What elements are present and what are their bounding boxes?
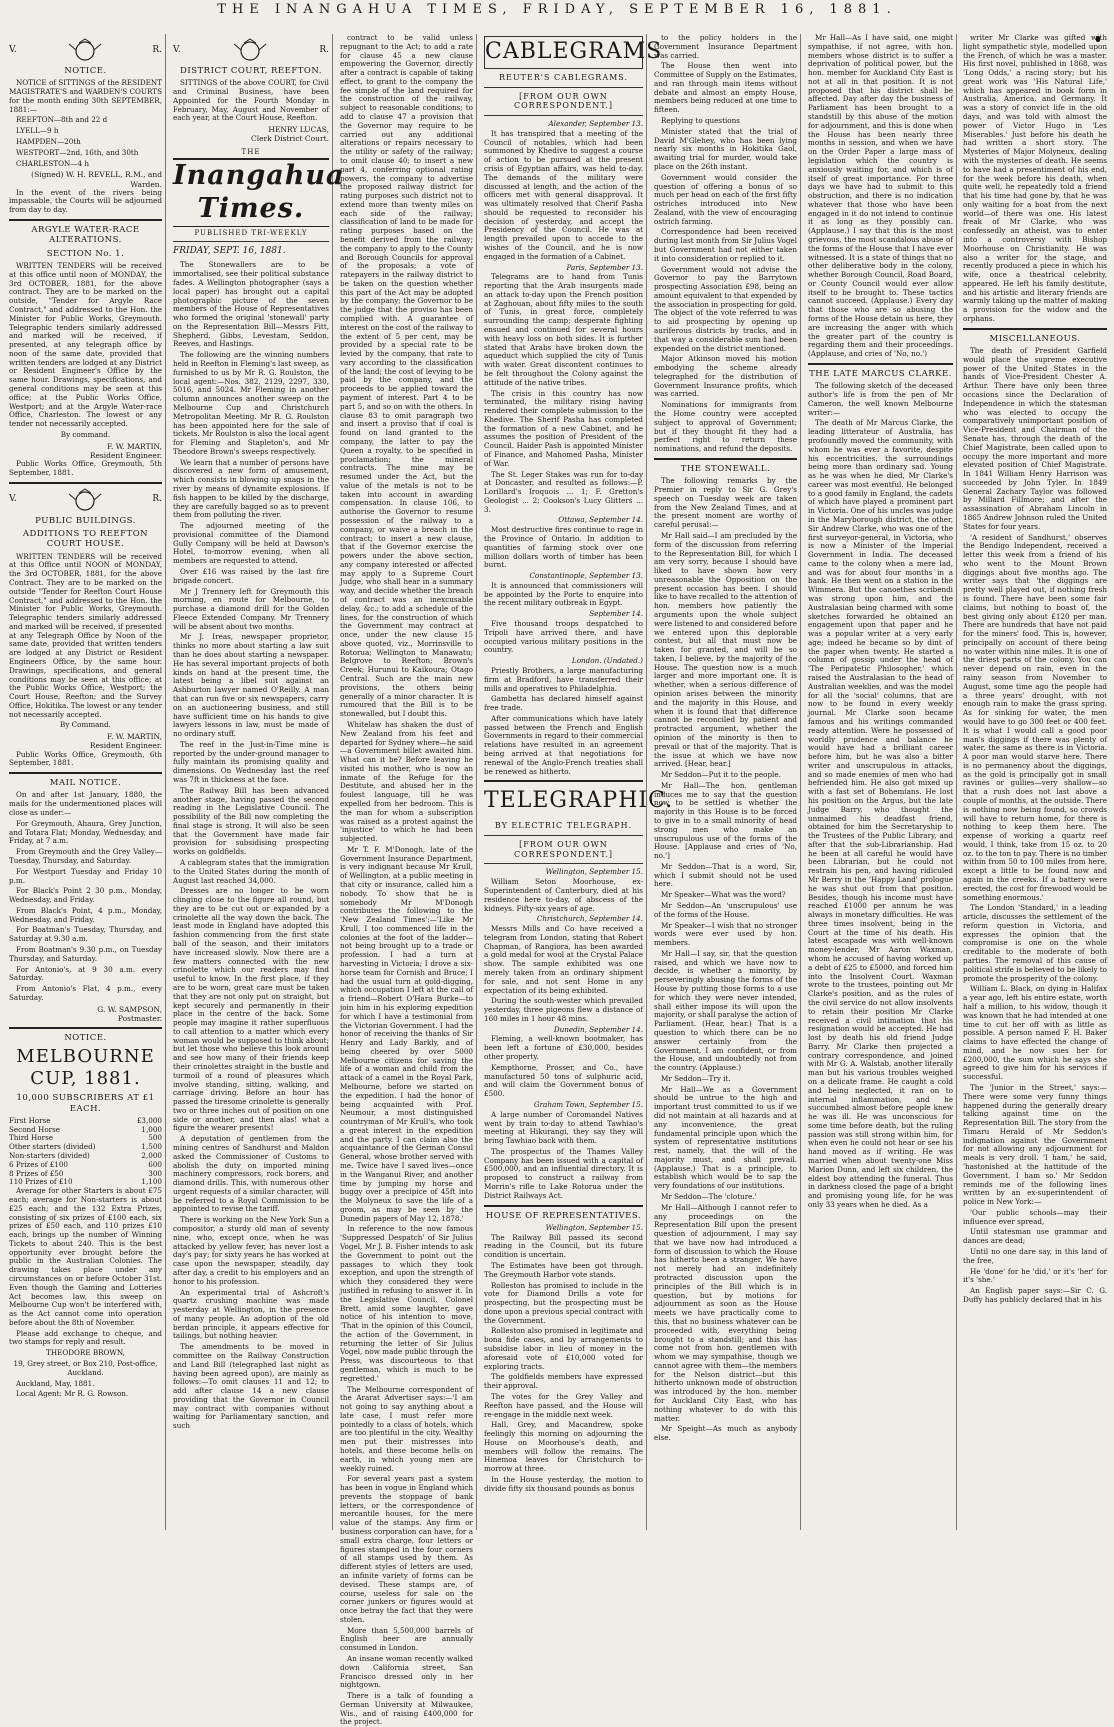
divider	[9, 482, 162, 484]
article-para: Gambetta has declared himself against free trade.	[484, 694, 643, 713]
telegram-item	[484, 1101, 643, 1146]
argyle-signature: Resident Engineer.	[89, 450, 162, 460]
divider	[173, 241, 329, 242]
divider	[484, 87, 643, 88]
telegraphic-subtitle: BY ELECTRIC TELEGRAPH.	[494, 821, 633, 831]
district-court-signature: Clerk District Court.	[250, 134, 329, 144]
article-para: Priestly Brothers, a large manufacturing firm at Bradford, have transferred their mills and operatives to Philadelphia.	[484, 665, 643, 693]
divider	[808, 363, 953, 365]
notice-para: LYELL—9 h	[16, 126, 59, 136]
melbourne-cup-body: Average for other Starters is about £75 each; average for Non-starters is about £25 each; and the 132 Extra Prizes, consisting of six prizes of £100 each, six prizes of £50 each, and 110 prizes £10 each, brings up the number of Winning Tickets to about 240. This is the best opportunity ever brought before the public in the Australian Colonies. The drawing takes place under any circumstances on or before October 31st. Even though the Gaming and Lotteries Act becomes law, this sweep on Melbourne Cup won't be interfered with, as the Act cannot come into operation before about the 8th of November.	[9, 1186, 162, 1327]
mail-para: From Black's Point, 4 p.m., Monday, Wednesday, and Friday.	[9, 905, 162, 924]
article-para: It is announced that commissioners will be appointed by the Porte to enquire into the recent military outbreak in Egypt.	[484, 580, 643, 608]
article-para: Mr Seddon—An 'unscrupulous' use of the forms of the House.	[654, 901, 797, 919]
public-buildings-signature: Public Works Office, Greymouth, 6th September, 1881.	[9, 749, 162, 768]
article-para: Correspondence had been received during last month from Sir Julius Vogel but Government had not either taken it into consideration or replied to it.	[654, 227, 797, 263]
article-para: The death of President Garfield would place the supreme executive power of the United States in the hands of Vice-President Chester A. Arthur. There have only been three occasions since the Declaration of Independence in which the statesman who was elected to occupy the comparatively unimportant position of Vice-President and Chairman of the Senate has, through the death of the Chief Magistrate, been called upon to occupy the more important and more elevated position of Chief Magistrate. In 1841 William Henry Harrison was succeeded by John Tyler. In 1849 General Zachary Taylor was followed by Millard Fillmore; and after the assassination of Abraham Lincoln in 1865 Andrew Johnson ruled the United States for four years.	[963, 346, 1107, 531]
article-para: Mr Seddon—Try it.	[661, 1073, 731, 1083]
prize-label: 110 Prizes of £10	[9, 1177, 73, 1187]
article-para: Telegrams are to hand from Tunis reporting that the Arab insurgents made an attack to-day upon the French position at Zaghouan, about fifty miles to the south of Tunis, in great force, completely surrounding the camp; desperate fighting ensued and continued for several hours with heavy loss on both sides. It is further stated that Arabs have broken down the aqueduct which supplied the city of Tunis with water. Great discontent continues to be felt throughout the Colony against the attitude of the native tribes.	[484, 272, 643, 387]
cablegram-item	[484, 120, 643, 262]
public-buildings-signature: F. W. MARTIN,	[106, 732, 162, 742]
article-para: Government would consider the question of offering a bonus of so much per head on each of the first fifty ostriches introduced into New Zealand, with the view of encouraging ostrich farming.	[654, 172, 797, 226]
royal-crest	[9, 38, 162, 62]
district-court-body: SITTINGS of the above COURT, for Civil and Criminal Business, have been Appointed for the Fourth Monday in February, May, August and November of each year, at the Court House, Reefton.	[173, 78, 329, 123]
notice-para: HAMPDEN—20th	[16, 137, 81, 147]
paper-published: PUBLISHED TRI-WEEKLY	[194, 228, 308, 237]
article-para: The 'Junior in the Street,' says:—There were some very funny things happened during the generally dreary talking against time on the Representation Bill. The story from the Timaru Herald of Mr Seddon's indignation against the Government for not allowing any adjournment for meals is very droll. 'I ham,' he said, 'hastonished at the hattitude of the Government. I ham so.' Mr Seddon reminds me of the following lines written by an ex-superintendent of police in New York:—	[963, 1082, 1107, 1207]
melbourne-cup-signature: 19, Grey street, or Box 210, Post-office, Auckland.	[13, 1359, 158, 1377]
article-para: Mr Seddon—That is a word, Sir, which I submit should not be used here.	[654, 861, 797, 889]
article-para: Most destructive fires continue to rage in the Province of Ontario. In addition to quantities of farming stock over one million dollars worth of timber has been burnt.	[484, 525, 643, 570]
article-para: Dresses are no longer to be worn clinging close to the figure all round, but they are to be cut out or expanded by a crinolette all the way down the back. The least mode in England have adopted this fashion commencing from the first state ball of the season, and their imitators have increased slowly. Now there are a few matters connected with the new crinolette which our readers may find useful to know. In the first place, if they are to be worn, great care must be taken that they are not only put on straight, but kept securely and permanently in their place in the centre of the back. Some people may imagine it rather superfluous to call attention to a matter which every woman would be supposed to think about; but let those who believe this look around and see how many of their friends keep their crinolettes straight in the bustle and turmoil of a round of pleasures which involve standing, sitting, walking, and carriage driving. Before an hour has passed the tiresome crinolette is generally two or three inches out of position on one side or another, and then alas! what a figure the wearer presents!	[173, 886, 329, 1133]
royal-crest	[9, 488, 162, 512]
divider	[9, 219, 162, 221]
article-para: The following remarks by the Premier in reply to Sir G. Grey's speech on Tuesday week are taken from the New Zealand Times, and at the present moment are worthy of careful perusal:—	[654, 476, 797, 530]
column-4	[481, 34, 674, 1530]
prize-amount: 1,000	[141, 1124, 162, 1134]
article-para: The Railway Bill passed its second reading in the Council, but its future condition is uncertain.	[484, 1232, 643, 1260]
article-para: The House then went into Committee of Supply on the Estimates, and ran through main items without debate and almost an empty House, members being reduced at one time to fifteen.	[654, 61, 797, 115]
article-para: The Stonewallers are to be immortalised, see their political substance fades. A Wellington photographer (says a local paper) has brought out a capital photographic picture of the seven members of the House of Representatives who formed the original 'stonewall' party on the Representation Bill—Messrs Fitt, Shepherd, Gibbs, Levestam, Seddon, Reeves, and Hastings.	[173, 260, 329, 349]
divider	[484, 1205, 643, 1207]
dateline: Constantinople, September 13.	[529, 571, 643, 581]
article-para: Major Atkinson moved his motion embodying the scheme already telegraphed for the distribution of Government Insurance profits, which was carried.	[654, 354, 797, 399]
masthead: THE INANGAHUA TIMES, FRIDAY, SEPTEMBER 16, 1881.	[217, 2, 897, 17]
public-buildings-body: WRITTEN TENDERS will be received at this Office until NOON of MONDAY, the 3rd OCTOBER, 1881, for the above Contract. They are to be marked on the outside "Tender for Reefton Court House Contract," and addressed to the Hon. the Minister for Public Works, Greymouth. Telegraphic tenders similarly addressed and marked will be received, if presented at any Telegraph Office by Noon of the same date, provided that written tenders are lodged at any District or Resident Engineers Office, by the same hour. Drawings, specifications, and general conditions may be seen at this office; at the Public Works Office, Westport; the Court House, Reefton; and the Survey Office, Hokitika. The lowest or any tender not necessarily accepted.	[9, 551, 163, 719]
miscellaneous-title: MISCELLANEOUS.	[989, 333, 1081, 344]
telegram-item	[484, 868, 643, 913]
prize-table	[9, 1117, 162, 1187]
article-para: There is a talk of founding a German University at Milwaukee, Wis., and of raising £400,000 for the project.	[340, 1691, 473, 1727]
article-para: A deputation of gentlemen from the mining centres of Sandhurst and Maldon asked the Commissioner of Customs to abolish the duty on imported mining machinery compressors, rock borers, and diamond drills. This, with numerous other urgent requests of a similar character, will be referred to a Royal Commission to be appointed to revise the tariff.	[173, 1134, 329, 1214]
article-para: The Melbourne correspondent of the Ararat Advertiser says:—'I am not going to say anything about a late case, I must refer more pointedly to a class of hotels, which are too plentiful in the city. Wealthy men put their mistresses into hotels, and these become hells on earth, in which young men are weekly ruined.	[340, 1384, 473, 1473]
argyle-signature: F. W. MARTIN,	[106, 441, 162, 451]
article-para: Mr J. Ireas, newspaper proprietor, thinks no more about starting a law suit than he does about starting a newspaper. He has several important projects of both kinds on hand at the present time, the latest being a libel suit against an Ashburton lawyer named O'Reilly. A man that can run five or six newspapers, carry on an auctioneering business, and still have sufficient time on his hands to give lawyers lessons in law, must be made of no ordinary stuff.	[173, 632, 329, 739]
cablegrams-subtitle: REUTER'S CABLEGRAMS.	[498, 72, 629, 82]
mail-para: For Greymouth, Ahaura, Grey Junction, and Totara Flat; Monday, Wednesday, and Friday, at 7 a.m.	[9, 818, 162, 846]
divider	[963, 328, 1107, 330]
public-buildings-signature: By Command.	[60, 720, 111, 730]
notice-signature: (Signed) W. H. REVELL, R.M., and Warden.	[31, 170, 162, 189]
article-para: An insane woman recently walked down California street, San Francisco dressed only in her nightgown.	[340, 1653, 473, 1690]
vr-left: V.	[9, 44, 17, 55]
article-para: It has transpired that a meeting of the Council of notables, which had been summoned by Khedive to suggest a course of action to be pursued at the present crisis of Egyptian affairs, was held to-day. The demands of the military were discussed at length, and the action of the officers met with general disapproval. It was ultimately resolved that Cherif Pasha should be requested to reconsider his decision of yesterday, and accept the Presidency of the Council. He was at length prevailed upon to accede to the wishes of the Council, and he is now engaged in the formation of a Cabinet.	[484, 128, 643, 261]
divider	[9, 772, 162, 774]
telegram-item	[484, 915, 643, 995]
article-para: Fleming, a well-known bootmaker, has been left a fortune of £30,000, besides other property.	[484, 1034, 643, 1062]
telegram-item	[484, 1064, 643, 1099]
article-para: Nominations for immigrants from the Home country were accepted subject to approval of Government; but if they thought fit they had a perfect right to return these nominations, and refund the deposits.	[654, 400, 797, 454]
cablegram-item	[484, 695, 643, 713]
prize-label: Third Horse	[9, 1133, 54, 1143]
cablegram-item	[484, 715, 643, 776]
vr-right: R.	[152, 494, 162, 505]
article-para: Mr Hall—We as a Government should be untrue to the high and important trust committed to us if we did not maintain at all hazards and at any inconvenience, the great fundamental principle upon which the system of representative institutions rest, namely, that the will of the majority must, and shall prevail. (Applause.) That is a principle, to establish which would be to sap the very foundations of our institutions.	[654, 1084, 797, 1191]
column-2	[170, 34, 345, 1530]
public-buildings-title: PUBLIC BUILDINGS.	[35, 515, 136, 526]
article-para: Rolleston also promised in legitimate and bona fide cases, and by arrangements to subsidise labor in lieu of money in the aforesaid vote of £10,000 voted for exploring tracts.	[484, 1326, 643, 1371]
mail-para: For Antonio's, at 9 30 a.m. every Saturday.	[9, 964, 162, 983]
divider	[9, 1027, 162, 1029]
divider	[484, 863, 643, 864]
article-para: During the south-wester which prevailed yesterday, three pigeons flew a distance of 160 miles in 1 hour 48 mins.	[484, 996, 643, 1023]
vr-right: R.	[152, 44, 162, 55]
dateline: September 14.	[589, 609, 643, 619]
column-7	[960, 34, 1110, 1530]
article-para: A cablegram states that the immigration to the United States during the month of August last reached 34,000.	[173, 858, 329, 885]
article-para: Until no one dare say, in this land of the free,	[963, 1247, 1107, 1265]
article-para: The reef in the Just-in-Time mine is reported by the under-ground manager to fully maintain its promising quality and dimensions. On Wednesday last the reef was 7ft in thickness at the face.	[173, 739, 329, 784]
argyle-signature: Public Works Office, Greymouth, 5th September, 1881.	[9, 459, 162, 477]
melbourne-cup-subtitle: 10,000 SUBSCRIBERS AT £1 EACH.	[16, 1093, 155, 1114]
prize-label: Non-starters (divided)	[9, 1151, 90, 1161]
article-para: The following are the winning numbers held in Reefton in Fleming's last sweep, as furnished to us by Mr R. G. Roulston, the local agent:—Nos. 382, 2129, 2297, 330, 5016, and 5024. Mr Fleming in another column announces another sweep on the Melbourne Cup and Christchurch Metropolitan Meeting. Mr R. G. Roulston has been appointed here for the sale of tickets. Mr Roulston is also the local agent for Fleming and Stapleton's, and Mr Theodore Brown's sweeps respectively.	[173, 350, 329, 456]
dateline: Christchurch, September 14.	[536, 914, 643, 924]
article-para: An experimental trial of Ashcroft's quartz crushing machine was made yesterday at Wellington, in the presence of many people. An adoption of the old berdan principle, it appears effective for tailings, but nothing heavier.	[173, 1287, 329, 1341]
article-para: Replying to questions	[661, 116, 740, 126]
article-para: The Railway Bill has been advanced another stage, having passed the second reading in the Legislative Council. The possibility of the Bill now completing the final stage is strong. It will also be seen that the Government have made fair provision for subsidising prospecting works on goldfields.	[173, 785, 329, 857]
dateline: Wellington, September 15.	[545, 1222, 643, 1232]
column-1	[6, 34, 166, 1530]
notice-body	[9, 79, 162, 168]
cablegrams-title: CABLEGRAMS	[484, 36, 643, 69]
article-para: Minister stated that the trial of David M'Glehey, who has been lying nearly six months in Hokitika Gaol, awaiting trial for murder, would take place on the 26th instant.	[654, 126, 797, 171]
vr-left: V.	[173, 44, 181, 55]
article-para: Mr Hall said—I am precluded by the form of the discussion from referring to the Representation Bill, for which I am very sorry, because I should have liked to have shown how very unreasonable the Opposition on the present occasion has been. I should like to have recalled to the attention of hon. members how patiently the arguments upon the whole subject were listened to and considered before we entered upon this deplorable contest, but all that must now be taken for granted, and will be so taken, I believe, by the majority of the House. The question now is a much larger and more important one. It is whether, when a serious difference of opinion arises between the minority and the majority in this House, and when it is found that that difference cannot be reconciled by patient and protracted argument, whether the opinion of the minority is then to prevail or that of the majority. That is the issue at which we have now arrived. [Hear, hear.]	[654, 530, 797, 769]
cablegram-item	[484, 390, 643, 469]
divider	[484, 780, 643, 782]
district-court-signature: HENRY LUCAS,	[268, 125, 329, 135]
paper-the: THE	[241, 147, 261, 156]
article-para: The St. Leger Stakes was run for to-day at Doncaster, and resulted as follows:—P. Lorillard's Iroquois ... 1; F. Gretton's Geologist ... 2; Cookson's Lucy Glitters ... 3.	[484, 469, 643, 514]
crest-icon	[65, 488, 105, 512]
mail-para: On and after 1st January, 1880, the mails for the undermentioned places will close as under:—	[9, 790, 162, 818]
prize-amount: 600	[148, 1159, 162, 1169]
district-court-title: DISTRICT COURT, REEFTON.	[180, 66, 322, 76]
melbourne-cup-signature: THEODORE BROWN,	[46, 1348, 125, 1358]
paper-date: FRIDAY, SEPT. 16, 1881.	[173, 246, 286, 257]
cablegram-item	[484, 264, 643, 388]
article-para: Mr Seddon—The 'cloture.'	[661, 1192, 757, 1202]
house-title: HOUSE OF REPRESENTATIVES.	[485, 1210, 642, 1221]
notice-note: In the event of the rivers being impassable, the Courts will be adjourned from day to day.	[9, 187, 162, 215]
melbourne-cup-note: Please add exchange to cheque, and two stamps for reply and result.	[9, 1328, 162, 1347]
notice-para: NOTICE of SITTINGS of the RESIDENT MAGISTRATE'S and WARDEN'S COURTS for the month ending 30th SEPTEMBER, 1881:—	[9, 78, 162, 114]
article-para: Whitelaw has shaken the dust of New Zealand from his feet and departed for Sydney where—he said—a Government billet awaited him. What can it be? Before leaving he visited his mother, who is now an inmate of the Refuge for the Destitute, and abused her in the foulest language, till he was expelled from her bedroom. This is the man for whom a subscription was raised as a protest against the 'injustice' to which he had been subjected.	[340, 719, 473, 844]
article-para: More than 5,500,000 barrels of English beer are annually consumed in London.	[340, 1625, 473, 1653]
article-para: There is working on the New York Sun a compositor, a sturdy old man of seventy nine, who, except once, when he was attacked by yellow fever, has never lost a day's pay; for sixty years he has worked at case upon the newspaper, steadily, day after day, a credit to his employers and an honor to his profession.	[173, 1215, 329, 1286]
article-para: An English paper says:—Sir C. G. Duffy has publicly declared that in his	[963, 1286, 1107, 1304]
mail-para: For Boatman's Tuesday, Thursday, and Saturday at 9.30 a.m.	[9, 925, 162, 944]
article-para: The London 'Standard,' in a leading article, discusses the settlement of the reform question in Victoria, and expresses the opinion that the compromise is one on the whole creditable to the moderate of both parties. The removal of this cause of political strife is believed to be likely to promote the prosperity of the colony.	[963, 903, 1107, 983]
mail-signature: Postmaster.	[117, 1013, 162, 1023]
article-para: Mr Seddon—Put it to the people.	[661, 770, 781, 780]
notice-title: NOTICE.	[64, 66, 107, 76]
dateline: Wellington, September 15.	[545, 867, 643, 877]
article-para: He 'done' for he 'did,' or it's 'her' for it's 'she.'	[963, 1266, 1107, 1285]
prize-label: 6 Prizes of £100	[9, 1159, 69, 1169]
mail-para: For Westport Tuesday and Friday 10 p.m.	[9, 866, 162, 885]
article-para: The amendments to be moved in committee on the Railway Construction and Land Bill (telegraphed last night as having been agreed upon), are mainly as follows:—To omit clauses 11 and 12; to add after clause 14 a new clause providing that the Governor in Council may contract with companies without waiting for Parliamentary sanction, and such	[173, 1342, 329, 1431]
public-buildings-signature: Resident Engineer.	[89, 741, 162, 751]
mail-notice-title: MAIL NOTICE.	[49, 778, 122, 789]
vr-right: R.	[319, 44, 329, 55]
cablegram-item	[484, 516, 643, 570]
prize-amount: 2,000	[141, 1151, 162, 1161]
cablegram-item	[484, 572, 643, 608]
prize-label: 8 Prizes of £50	[9, 1168, 64, 1178]
article-para: contract to be valid unless repugnant to the Act; to add a rate for clause 45 a new clause empowering the Governor, directly after a contract is capable of taking effect, to grant to the company the fee simple of the land required for the construction of the railway, subject to reasonable conditions; to add to clause 47 a provision that the Governor may require to be carried out any additional alterations or repairs necessary to the utility or safety of the railway; to omit clause 40; to insert a new part 4, conferring optional rating powers, the company to advertise the proposed railway district for rating purposes such district not to extend more than twenty miles on each side of the railway; classification of land to be made for rating purposes based on the benefit derived from the railway; the company to apply to the County and Borough Councils for approval of the proposals; a vote of ratepayers in the railway district to be taken on the question whether this part of the Act may be adopted by the company; the Governor to be the judge that the proviso has been complied with. A guarantee of interest on the cost of the railway to the extent of 5 per cent, may be provided by a special rate to be levied by the company, that rate to vary according to the classification of the land; the cost of levying to be paid by the company, and the proceeds to be applied toward the payment of interest. Part 4 to be part 5, and so on with the others. In clause 83 to omit paragraph two and insert a proviso that if coal is found on land granted to the company, the latter to pay the Queen a royalty, to be specified in proclamation; the mineral contracts. The mine may be resumed under the Act, but the value of the metals is not to be taken into account in awarding compensation. In clause 106, to authorise the Governor to resume possession of the railway to a company, or waive a breach in the contract; to insert a new clause, that if the Governor exercise the powers under the above section, any company interested or affected may apply to a Supreme Court Judge, who shall hear in a summary way, and decide whether the breach of contract was an inexcusable delay, &c.; to add a schedule of the lines, for the construction of which the Government may contract at once, under the new clause 15 above quoted, viz., Morrinsville to Rotorua; Wellington to Manawatu; Belgrove to Reefton; Brown's Creek; Hurunui to Kaikoura; Otago Central. Such are the main new provisions, the others being generally of a minor character. It is rumoured that the Bill is to be stonewalled, but I doubt this.	[340, 33, 473, 719]
argyle-signature: By command.	[60, 429, 111, 439]
article-para: William Seton Moorhouse, ex-Superintendent of Canterbury, died at his residence here to-day, of abscess of the kidneys. Fifty-six years of age.	[484, 877, 643, 913]
article-para: Messrs Mills and Co have received a telegram from London, stating that Robert Chapman, of Rangiora, has been awarded a gold medal for wool at the Crystal Palace show. The sample exhibited was one merely taken from an ordinary shipment for sale, and not sent Home in any expectation of its being exhibited.	[484, 924, 643, 995]
prize-amount: 300	[148, 1168, 162, 1178]
article-para: For several years past a system has been in vogue in England which prevents the stoppage of bank letters, or the correspondence of mercantile houses, for the mere value of the stamps. Any firm or business corporation can have, for a small extra charge, four letters or figures stamped in the four corners of all stamps used by them. As different styles of letters are used, an infinite variety of forms can be devised. These stamps are, of course, useless for sale on the corner junkers or figures would at once betray the fact that they were stolen.	[340, 1474, 473, 1624]
stonewall-title: THE STONEWALL.	[680, 463, 771, 474]
article-para: The goldfields members have expressed their approval.	[484, 1372, 643, 1391]
article-para: Mr Hall—I say, sir, that the question raised, and which we have now to decide, is whether a minority, by perseveringly abusing the forms of the House by putting those forms to a use for which they were never intended, shall either impose its will upon the majority, or shall paralyse the action of Parliament. (Hear, hear.) That is a question to which there can be no answer certainly from the Government, I am confident, or from the House, and undoubtedly not from the country. (Applause.)	[654, 948, 797, 1073]
article-para: 'Our public schools—may their influence ever spread,	[963, 1207, 1107, 1226]
notice-title: NOTICE.	[64, 1032, 107, 1043]
article-para: Mr Speaker—What was the word?	[661, 890, 786, 900]
telegraphic-title: TELEGRAPHIC.	[484, 788, 674, 814]
article-para: Mr Hall—Although I cannot refer to any proceedings on the Representation Bill upon the present question of adjournment, I may say that we have now had introduced a form of discussion to which the House has hitherto been a stranger. We have not merely had an indefinitely protracted discussion upon the principles of the Bill which is in question, but by motions for adjournment as soon as the House meets we have practically come to this, that no business whatever can be proceeded with, everything being brought to a standstill; and this has come not from hon. gentlemen with whom we may sympathise, though we cannot agree with them—the members for the Nelson district—but this hitherto unknown mode of obstruction was introduced by the hon. member for Auckland City East, who has nothing whatever to do with this matter.	[654, 1202, 797, 1423]
telegram-item	[484, 1148, 643, 1201]
dateline: London. (Undated.)	[571, 656, 643, 666]
dateline: Alexander, September 13.	[548, 119, 643, 129]
article-para: Mr T. F. M'Donogh, late of the Government Insurance Department, is very indignant because Mr Krull, of Wellington, at a public meeting in that city or insurance, called him a nobody. To show that he is somebody Mr M'Donogh contributes the following to the 'New Zealand Times':—'Like Mr Krull, I too commenced life in the colonies at the foot of the ladder—not being brought up to a trade or profession. I had a turn at harvesting in Victoria; I drove a six-horse team for Cornish and Bruce; I had the usual turn at gold-digging, which occupation I left at the call of a friend—Robert O'Hara Burke—to join him in his exploring expedition for which I have a testimonial from the Victorian Government. I had the honor of receiving the thanks of Sir Henry and Lady Barkly, and of being cheered by over 5000 Melbourne citizens for saving the life of a woman and child from the attack of a camel in the Royal Park, Melbourne, before we started on the expedition. I had the honor of being acquainted with Prof. Neumour, a most distinguished countryman of Mr Krull's, who took a great interest in the expedition and the party. I can claim also the acquaintance of the German Consul General, whose brother served with me. Twice have I saved lives—once in the Wanganui River, and another time by jumping my horse and buggy over a precipice of 45ft into the Molyneux to save the life of a groom, as may be seen by the Dunedin papers of May 12, 1878.'	[340, 844, 473, 1223]
prize-label: First Horse	[9, 1115, 51, 1125]
article-para: The adjourned meeting of the provisional committee of the Diamond Gully Company will be held at Dawson's Hotel, to-morrow evening, when all members are requested to attend.	[173, 521, 329, 566]
marcus-clarke-title: THE LATE MARCUS CLARKE.	[809, 368, 952, 379]
article-para: Mr J Trennery left for Greymouth this morning, en route for Melbourne, to purchase a diamond drill for the Golden Fleece Extended Company. Mr Trennery will be absent about two months.	[173, 586, 329, 631]
article-para: After communications which have lately passed between the French and English Governments in regard to their commercial relations have resulted in an agreement being arrived at that negotiations for renewal of the Anglo-French treaties shall be renewed as hitherto.	[484, 713, 643, 776]
crest-icon	[65, 38, 105, 62]
notice-para: REEFTON—8th and 22 d	[16, 115, 108, 125]
crest-icon	[230, 38, 270, 62]
argyle-title: ARGYLE WATER-RACE ALTERATIONS.	[31, 225, 140, 246]
paper-title-block	[173, 147, 345, 258]
article-para: Mr Hall—As I have said, one might sympathise, if not agree, with hon. members whose district is to suffer a deprivation of political power, but the hon. member for Auckland City East is not at all in that position. It is not proposed that his district shall be affected. Day after day the business of Parliament has been brought to a standstill by this abuse of the motion for adjournment, and this is done when the House has been nearly three months in session, and when we have on the Order Paper a large mass of legislation which the country is anxiously waiting for, and which is of itself of great importance. For three days we have had to submit to this obstruction, and there is no indication whatever that those who have been engaged in it do not intend to continue it as long as they possibly can. (Applause.) I say that this is the most grievous, the most scandalous abuse of the forms of the House that I have ever witnessed. It is a state of things that no other deliberative body in the colony, whether Borough Council, Road Board, or County Council would ever allow itself to be brought to. These tactics cannot succeed. (Applause.) Every day that those who are so abusing the forms of the House detain us here, they are increasing the anger with which the greater part of the country is regarding them and their proceedings. (Applause, and cries of 'No, no.')	[808, 33, 953, 359]
prize-amount: 1,100	[141, 1177, 162, 1187]
column-3	[337, 33, 477, 1727]
mail-signature: G. W. SAMPSON,	[97, 1004, 162, 1014]
telegram-item	[484, 1026, 643, 1062]
prize-amount: 1,500	[141, 1142, 162, 1152]
article-para: Hall, Grey, and Macandrew, spoke feelingly this morning on adjourning the House on Moorhouse's death, and members will follow the remains. The Hinemoa leaves for Christchurch to-morrow at three.	[484, 1420, 643, 1474]
dateline: Paris, September 13.	[566, 262, 643, 272]
mail-para: For Black's Point 2 30 p.m., Monday, Wednesday, and Friday.	[9, 886, 162, 905]
divider	[484, 115, 643, 116]
mail-para: From Antonio's Flat, 4 p.m., every Saturday.	[9, 984, 162, 1002]
article-para: The prospectus of the Thames Valley Company has been issued with a capital of £500,000, and an influential directory. It is proposed to construct a railway from Morrin's rifle to Lake Rotorua under the District Railways Act.	[484, 1146, 643, 1200]
article-para: The votes for the Grey Valley and Reefton have passed, and the House will re-engage in the middle next week.	[484, 1391, 643, 1419]
article-para: Mr Speight—As much as anybody else.	[654, 1424, 797, 1443]
cablegrams-source: [FROM OUR OWN CORRESPONDENT.]	[513, 91, 614, 111]
prize-label: Second Horse	[9, 1124, 61, 1134]
divider	[654, 458, 797, 460]
cablegram-item	[484, 657, 643, 693]
article-para: The death of Mr Marcus Clarke, the leading litterateur of Australia, has profoundly moved the community, with whom he was ever a favorite, despite his eccentricities, the surroundings being more than ordinary sad. Young as he was when he died, Mr Clarke's career was most eventful. He belonged to a good family in England, the cadets of which have played a prominent part in Victoria. One of his uncles was judge in the Maryborough district, the other, Sir Andrew Clarke, who was one of the first surveyor-general, in Victoria, who is now a Minister of the Imperial Government in India. The deceased came to the colony when a mere lad, and was for about four months in a bank. He then went on a station in the Wimmera. But the canoethes scribendi was strong upon him, and the Australasian being charmed with some sketches forwarded he obtained an engagement upon that paper and he was a popular writer at a very early age; indeed he became so by dint of the paper when twenty. He started a column of gossip under the head of 'The Peripatetic Philosopher,' which raised the Australasian to the head of Australian weeklies, and was the model for all the 'social' columns, that are now to be found in every weekly journal. Mr Clarke soon became famous and his writings commanded ready attention. Were he possessed of worldly prudence and balance he would have had a brilliant career before him, but he was also a bitter writer and unscrupulous in attacks, and so made enemies of men who had befriended him. He also got mixed up with a fast set of Bohemians. He lost his position on the Argus, but the late Judge Barry, who thought the unmaimed his deadfast friend, obtained for him the Secretaryship to the Trustees of the Public Library, and after that the sub-Librarianship. Had he been at all careful he would have been Librarian, but he could not restrain his pen, and having ridiculed Mr Berry in the 'Happy Land' prologue he was shut out from that position. Besides, though his income must have reached £1000 per annum he was always in monetary difficulties. He was three times insolvent, being in the Court at the time of his death. His latest escapade was with well-known money-lender, Mr Aaron Waxman, whom he accused of having worked up a debt of £25 to £5000, and forced him into the Insolvent Court. Waxman wrote to the trustees, pointing out Mr Clarke's position, and as the rules of the civil service do not allow insolvents to retain their position Mr Clarke received a civil intimation that his resignation would be accepted. He had lost by death his old friend Judge Barry. Mr Clarke then projected a contrary correspondence, and joined with Mr G. A. Walstab, another literally man but his various troubles weighed on a delicate frame. He caught a cold and being neglected, it ran on to internal inflammation, and he succumbed almost before people knew he was ill. He was unconscious for some time before death, but the ruling passion was still strong within him, for when even he could not hear or see his hand moved as if writing. He was married when about twenty-one Miss Marion Dunn, and left six children, the eldest boy attending the funeral. Thus in darkness closed the page of a bright and promising young life, for he was only 33 years when he died. As a	[808, 418, 953, 1209]
melbourne-cup-title: MELBOURNE CUP, 1881.	[16, 1046, 155, 1090]
melbourne-cup-signature: Auckland, May, 1881.	[16, 1378, 95, 1388]
article-para: Kempthorne, Prosser, and Co., have manufactured 50 tons of sulphuric acid, and will claim the Government bonus of £500.	[484, 1062, 643, 1099]
article-para: to the policy holders in the Government Insurance Department was carried.	[654, 33, 797, 60]
dateline: Graham Town, September 15.	[533, 1099, 643, 1109]
prize-amount: 500	[148, 1133, 162, 1143]
article-para: A large number of Coromandel Natives went by train to-day to attend Tawhiao's meeting at Hikurangi, they say they will bring Tawhiao back with them.	[484, 1109, 643, 1146]
vr-left: V.	[9, 494, 17, 505]
cablegram-item	[484, 610, 643, 655]
melbourne-cup-agent: Local Agent: Mr R. G. Rowson.	[16, 1389, 129, 1399]
article-para: Mr Speaker—I wish that no stronger words were ever used by hon. members.	[654, 920, 797, 948]
article-para: Government would not advise the Governor to pay the Barrytown prospecting Association £98, being an amount equivalent to that expended by the association in prospecting for gold. The object of the vote referred to was to aid prospecting by opening up auriferous districts by tracks, and in that way a considerable sum had been expended on the district mentioned.	[654, 264, 798, 353]
paper-name: Inangahua Times.	[173, 158, 329, 227]
public-buildings-subtitle: ADDITIONS TO REEFTON COURT HOUSE.	[22, 528, 149, 550]
column-6	[805, 34, 957, 1530]
article-para: Mr Hall—The hon. gentleman induces me to say that the question now to be settled is whether the majority in this House is to be forced to give in to a small minority of head strong men who make an unscrupulous use of the forms of the House. [Applause and cries of 'No, no.']	[654, 780, 797, 861]
telegraphic-source: [FROM OUR OWN CORRESPONDENT.]	[513, 839, 614, 859]
cablegram-item	[484, 471, 643, 515]
mail-para: From Boatman's 9.30 p.m., on Tuesday Thursday, and Saturday.	[9, 944, 162, 963]
divider	[484, 835, 643, 836]
prize-label: Other starters (divided)	[9, 1142, 96, 1152]
article-para: The Estimates have been got through. The Greymouth Harbor vote stands.	[484, 1261, 643, 1279]
mail-para: From Greymouth and the Grey Valley—Tuesday, Thursday, and Saturday.	[9, 847, 162, 865]
article-para: We learn that a number of persons have discovered a new form of amusement, which consists in blowing up snags in the river by means of dynamite explosions. If fish happen to be killed by the discharge, they are carefully bagged so as to prevent them from polluting the river.	[173, 457, 329, 520]
article-para: The crisis in this country has now terminated, the military rising having rendered their complete submission to the Khedive. The Sherif Pasha has completed the formation of a new Cabinet, and he assumes the position of President of the Council. Haider Pash is appointed Minister of Finance, and Mahomed Pasha, Minister of War.	[484, 388, 643, 468]
article-para: writer Mr Clarke was gifted with light sympathetic style, modelled upon the French, of which he was a master. His first novel, published in 1868, was 'Long Odds,' a racing story; but his great work was 'His Natural Life,' which has appeared in book form in Australia, America, and Germany. It was a story of convict life in the old days, and was told with almost the power of Victor Hugo in 'Les Miserables.' Just before his death he had written a short story. The Mysteries of Major Molyneux, dealing with the mysteries of death. He seems to have had a presentiment of his end, for the week before his death, when quite well, he repeatedly told a friend that his time had gone by, that he was only waiting for a boat from the next world—of there was one. His latest freak of Mr Clarke, who was confessedly an atheist, was to enter into a controversy with Bishop Moorhouse on Christianity. He was also a writer for the stage, and recently produced a piece in which his wife, once a theatrical celebrity, appeared. He left his family destitute, and his artistic and literary friends are warmly taking up the matter of making a provision for the widow and the orphans.	[963, 33, 1107, 323]
telegram-item	[484, 997, 643, 1023]
royal-crest	[173, 38, 329, 62]
article-para: Five thousand troops despatched to Tripoli have arrived there, and have occupied various military positions in the country.	[484, 619, 643, 655]
argyle-body: WRITTEN TENDERS will be received at this office until noon of MONDAY, the 3rd OCTOBER, 1881, for the above contract. They are to be marked on the outside, "Tender for Argyle Race Contract," and addressed to the Hon. the Minister for Public Works, Greymouth. Telegraphic tenders similarly addressed and marked will be received, if presented, at any telegraph office by noon of the same date, provided that written tenders are lodged at any District or Resident Engineer's Office by the same hour. Drawings, specifications, and general conditions may be seen at this office; at the Public Works Office, Westport; and at the Argyle Water-race Office, Charleston. The lowest or any tender not necessarily accepted.	[9, 261, 162, 429]
article-para: Until statesman use grammar and dances are dead;	[963, 1227, 1107, 1246]
article-para: 'A resident of Sandhurst,' observes the Bendigo Independent, received a letter this week from a friend of his who went to the Mount Brown diggings about five months ago. The writer says that 'the diggings are pretty well played out, if nothing fresh is found. There have been some fair claims, but nothing to boast of, the best giving only about £120 per man. There are hundreds that have not paid for the miners' food. This is, however, principally on account of there being no water within nine miles. It is one of the driest parts of the colony. You can never depend on rain, even in the rainy season from November to August, some time ago the people had a three years' drought, with not enough rain to make the grass spring. As for sinking for water, the men would have to go 300 feet or 400 feet. It is what I would call a good poor man's diggings if there was plenty of water, the same as there is in Victoria. A poor man would starve here. There is no permanency about the diggings, as the gold is principally got in small ravines or gullies—very shallow—so that a rush does not last above a couple of months, at the outside. There is nothing now being found, so crowds will have to return home, for there is nothing to keep them here. The expense of working a quartz reef would, I think, take from 15 oz. to 20 oz. to the ton to pay. There is no timber within from 50 to 100 miles from here, except a little to be found now and again in the creeks. If a battery were erected, the cost for firewood would be something enormous.'	[963, 532, 1107, 902]
article-para: In reference to the now famous 'Suppressed Despatch' of Sir Julius Vogel, Mr J. B. Fisher intends to ask the Government to point out the passages to which they took exception, and upon the strength of which they considered they were justified in refusing to answer it. In the Legislative Council, Colonel Brett, amid some laughter, gave notice of his intention to move, 'That in the opinion of this Council, the action of the Government, in returning the letter of Sir Julius Vogel, now made public through the Press, was discourteous to that gentleman, which is much to be regretted.'	[340, 1224, 473, 1383]
article-para: The following sketch of the deceased author's life is from the pen of Mr Cameron, the well known Melbourne writer:—	[808, 381, 953, 417]
article-para: Rolleston has promised to include in the vote for Diamond Drills a vote for prospecting, but the prospecting must be done upon a previous special contract with the Government.	[484, 1280, 643, 1325]
article-para: William L. Black, on dying in Halifax a year ago, left his entire estate, worth half a million, to his widow, though it was known that he had intended at one time to cut her off with as little as possible. A person named F. H. Baker claims to have effected the change of mind, and he now sues her for £200,000, the sum which he says she agreed to give him for his services if successful.	[963, 984, 1107, 1082]
argyle-section: SECTION No. 1.	[46, 248, 125, 259]
dateline: Dunedin, September 14.	[553, 1024, 643, 1034]
dateline: Ottawa, September 14.	[558, 515, 643, 525]
prize-amount: £3,000	[136, 1115, 162, 1125]
notice-para: WESTPORT—2nd, 16th, and 30th	[16, 147, 139, 157]
article-para: Over £16 was raised by the last fire brigade concert.	[173, 567, 329, 585]
article-para: In the House yesterday, the motion to divide fifty six thousand pounds as bonus	[484, 1474, 643, 1493]
column-5	[651, 34, 801, 1530]
notice-para: CHARLESTON—4 h	[16, 158, 89, 168]
